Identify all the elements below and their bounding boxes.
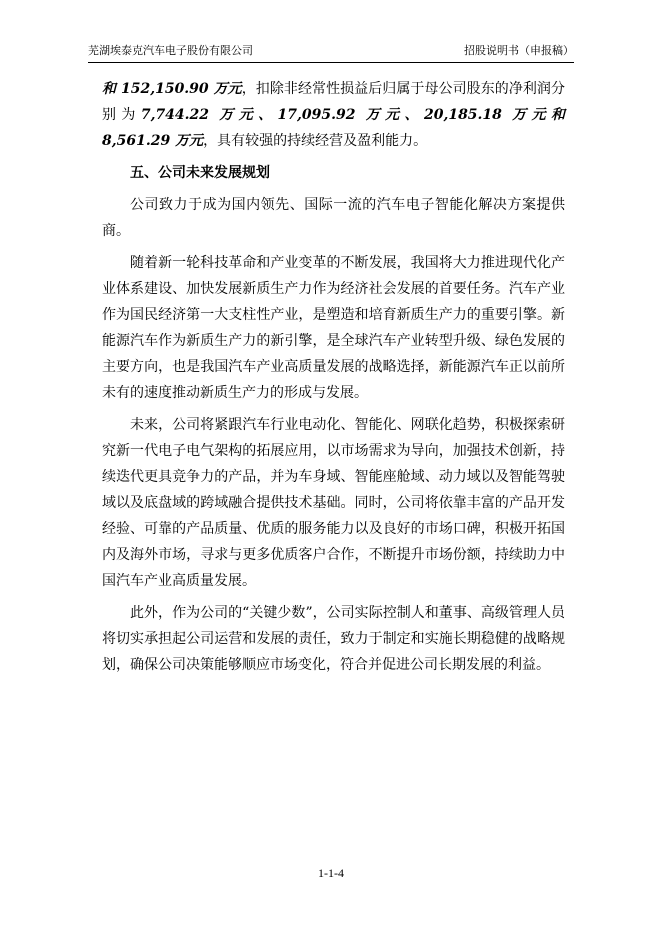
intro-bold-figure-1: 和 152,150.90 万元 (102, 81, 242, 97)
paragraph-future-strategy: 未来，公司将紧跟汽车行业电动化、智能化、网联化趋势，积极探索研究新一代电子电气架构的拓展应用，以市场需求为导向，加强技术创新，持续迭代更具竞争力的产品，并为车身域、智能座舱域、动力域以及智能驾驶域以及底盘域的跨域融合提供技术基础。同时，公司将依靠丰富的产品开发经验、可靠的产品质量、优质的服务能力以及良好的市场口碑，积极开拓国内及海外市场，寻求与更多优质客户合作，不断提升市场份额，持续助力中国汽车产业高质量发展。 (102, 417, 565, 589)
page-number: 1-1-4 (318, 866, 344, 880)
document-body (102, 76, 565, 684)
header-document-title: 招股说明书（申报稿） (464, 44, 574, 57)
section-heading: 五、公司未来发展规划 (130, 165, 270, 181)
intro-text-2: ，具有较强的持续经营及盈利能力。 (203, 133, 428, 149)
intro-bold-figures-2: 7,744.22 万元、17,095.92 万元、20,185.18 万元和 8,561.29 万元 (102, 107, 565, 149)
paragraph-industry-background: 随着新一轮科技革命和产业变革的不断发展，我国将大力推进现代化产业体系建设、加快发展新质生产力作为经济社会发展的首要任务。汽车产业作为国民经济第一大支柱性产业，是塑造和培育新质生产力的重要引擎。新能源汽车作为新质生产力的新引擎，是全球汽车产业转型升级、绿色发展的主要方向，也是我国汽车产业高质量发展的战略选择，新能源汽车正以前所未有的速度推动新质生产力的形成与发展。 (102, 255, 565, 401)
intro-paragraph (102, 76, 565, 154)
intro-text-1: ，扣除非经常性损益后归属于母公司股东的净利润分别为 (102, 81, 565, 123)
header-company-name: 芜湖埃泰克汽车电子股份有限公司 (88, 44, 253, 57)
page-header (88, 40, 574, 63)
paragraph-management-commitment: 此外，作为公司的“关键少数”，公司实际控制人和董事、高级管理人员将切实承担起公司运营和发展的责任，致力于制定和实施长期稳健的战略规划，确保公司决策能够顺应市场变化，符合并促进公司长期发展的利益。 (102, 605, 565, 673)
paragraph-vision: 公司致力于成为国内领先、国际一流的汽车电子智能化解决方案提供商。 (102, 197, 565, 239)
